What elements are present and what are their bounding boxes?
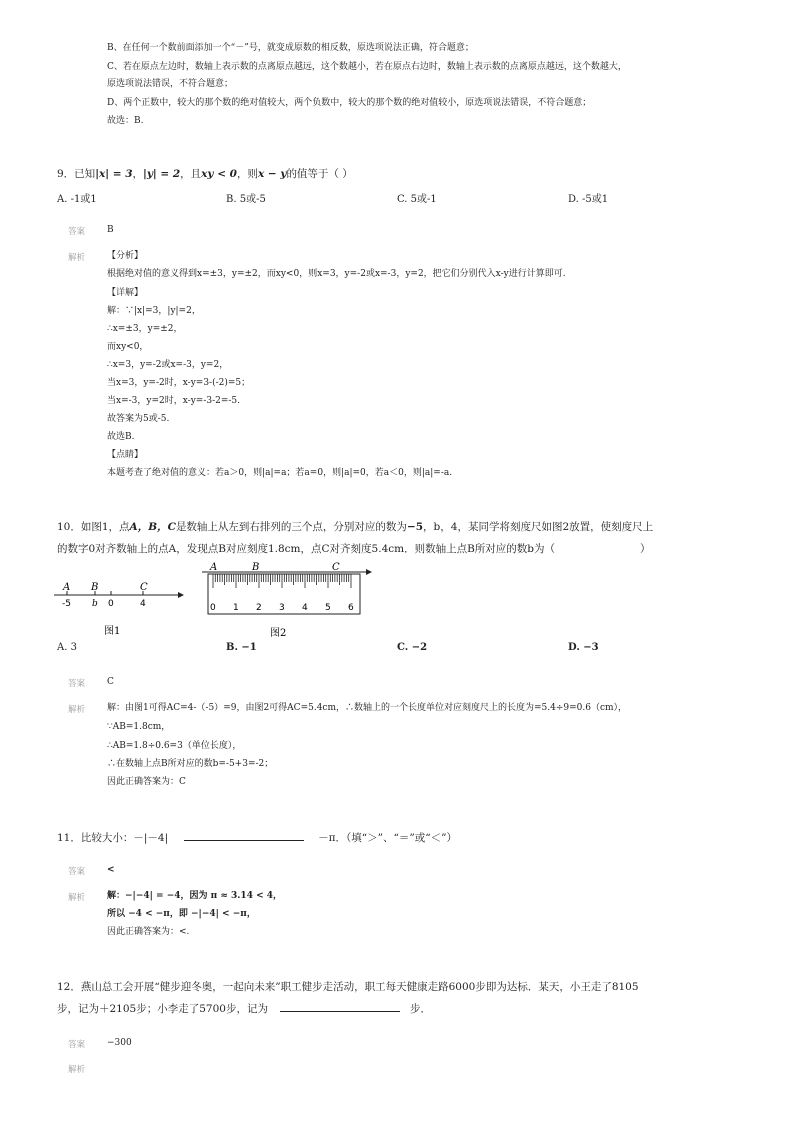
ruler-num-6: 6: [348, 603, 354, 613]
q9-sep: ，: [132, 168, 144, 180]
q10-analysis-1: ∵AB=1.8cm，: [107, 722, 171, 732]
q11-analysis-0: 解：−|−4| = −4，因为 π ≈ 3.14 < 4，: [107, 891, 283, 901]
q10-answer: C: [107, 677, 114, 687]
q12-stem-line-2: [57, 1001, 431, 1016]
q9-analysis-0: 【分析】: [107, 251, 144, 261]
q10-analysis-4: 因此正确答案为：C: [107, 777, 186, 787]
q10-stem-e: ）: [640, 543, 651, 555]
q9-option-c[interactable]: C. 5或-1: [397, 194, 437, 205]
q9-stem-pre: 9．已知: [57, 168, 96, 180]
fig1-value-origin: 0: [108, 599, 114, 609]
ruler-ticks: [213, 574, 351, 588]
q10-stem-a: 10．如图1，点: [57, 521, 130, 533]
q9-analysis-9: 故答案为5或-5.: [107, 414, 170, 424]
q9-answer-label: 答案: [68, 227, 86, 237]
q10-stem-b: 是数轴上从左到右排列的三个点，分别对应的数为: [175, 521, 407, 533]
q9-analysis-3: 解：∵|x|=3，|y|=2，: [107, 306, 201, 316]
q12-stem-a: 步，记为＋2105步；小李走了5700步，记为: [57, 1003, 268, 1015]
q10-points: A，B，C: [129, 521, 176, 533]
q10-option-d[interactable]: D. −3: [568, 642, 599, 653]
fig1-value-a: -5: [62, 599, 71, 609]
fig1-value-b: b: [92, 599, 98, 609]
q10-analysis-3: ∴在数轴上点B所对应的数b=-5+3=-2；: [107, 759, 274, 769]
q10-stem-line-1: [57, 520, 653, 534]
q11-stem-b: －π．（填“＞”、“＝”或“＜”）: [318, 832, 457, 844]
q10-answer-label: 答案: [68, 679, 86, 689]
prev-line-4: D、两个正数中，较大的那个数的绝对值较大，两个负数中，较大的那个数的绝对值较小，原选项说法错误，不符合题意；: [107, 98, 592, 108]
q12-analysis-label: 解析: [68, 1065, 86, 1075]
q10-option-a[interactable]: A. 3: [57, 642, 77, 653]
q9-analysis-5: 而xy<0，: [107, 342, 149, 352]
q10-neg5: −5: [406, 521, 424, 533]
q9-analysis-8: 当x=-3，y=2时，x-y=-3-2=-5.: [107, 396, 241, 406]
q10-analysis-0: 解：由图1可得AC=4-（-5）=9，由图2可得AC=5.4cm，∴数轴上的一个长度单位对应刻度尺上的长度为=5.4÷9=0.6（cm），: [107, 703, 628, 713]
q9-analysis-label: 解析: [68, 253, 86, 263]
q9-analysis-1: 根据绝对值的意义得到x=±3，y=±2，而xy<0，则x=3，y=-2或x=-3，y=2，把它们分别代入x-y进行计算即可.: [107, 269, 566, 279]
q12-stem-b: 步．: [409, 1003, 431, 1015]
q11-stem: [57, 830, 457, 845]
q10-option-b[interactable]: B. −1: [226, 642, 257, 653]
q11-answer: <: [107, 865, 115, 875]
fig1-letter-c: C: [140, 582, 148, 593]
q9-answer: B: [107, 225, 114, 235]
prev-line-5: 故选：B.: [107, 116, 144, 126]
q9-analysis-4: ∴x=±3，y=±2，: [107, 324, 183, 334]
ruler-num-0: 0: [210, 603, 216, 613]
q9-analysis-11: 【点睛】: [107, 450, 144, 460]
q9-stem: [57, 167, 353, 181]
q12-answer: −300: [107, 1038, 132, 1048]
q12-stem-line-1: 12．燕山总工会开展“健步迎冬奥，一起向未来”职工健步走活动，职工每天健康走路6000步即为达标．某天，小王走了8105: [57, 981, 639, 993]
q9-option-b[interactable]: B. 5或-5: [226, 194, 266, 205]
q10-option-c[interactable]: C. −2: [397, 642, 428, 653]
fig2-letter-a: A: [210, 562, 218, 573]
q10-figure-1: [50, 578, 190, 638]
fig1-letter-b: B: [91, 582, 99, 593]
q12-answer-label: 答案: [68, 1040, 86, 1050]
ruler-numbers: [210, 603, 354, 613]
q10-stem-c: ，b，4，某同学将刻度尺如图2放置，使刻度尺上: [423, 521, 654, 533]
q11-analysis-label: 解析: [68, 893, 86, 903]
q9-option-a[interactable]: A. -1或1: [57, 194, 97, 205]
ruler-num-3: 3: [279, 603, 285, 613]
prev-line-3: 原选项说法错误，不符合题意；: [107, 79, 234, 89]
q9-analysis-10: 故选B.: [107, 432, 135, 442]
q9-analysis-12: 本题考查了绝对值的意义：若a＞0，则|a|=a；若a=0，则|a|=0，若a＜0，则|a|=-a.: [107, 468, 453, 478]
q9-analysis-6: ∴x=3，y=-2或x=-3，y=2，: [107, 360, 229, 370]
fig2-letter-c: C: [332, 562, 340, 573]
q9-analysis-7: 当x=3，y=-2时，x-y=3-(-2)=5；: [107, 378, 251, 388]
q10-analysis-label: 解析: [68, 705, 86, 715]
ruler-num-2: 2: [256, 603, 262, 613]
q9-stem-post: 的值等于（ ）: [286, 168, 353, 180]
q10-analysis-2: ∴AB=1.8÷0.6=3（单位长度），: [107, 741, 242, 751]
q9-math-4: x − y: [257, 168, 287, 180]
fig1-caption: 图1: [104, 626, 121, 637]
fig1-value-c: 4: [140, 599, 146, 609]
q9-math-1: |x| = 3: [95, 168, 133, 180]
fig2-letter-b: B: [252, 562, 260, 573]
ruler-num-5: 5: [325, 603, 331, 613]
q9-analysis-2: 【详解】: [107, 288, 144, 298]
q11-blank[interactable]: [184, 830, 304, 841]
prev-line-2: C、若在原点左边时，数轴上表示数的点离原点越远，这个数越小，若在原点右边时，数轴上表示数的点离原点越远，这个数越大，: [107, 62, 627, 72]
q10-figure-2: [200, 560, 380, 640]
q10-stem-line-2: [57, 542, 651, 556]
q9-mid-2: ，则: [236, 168, 258, 180]
q11-analysis-2: 因此正确答案为：<.: [107, 927, 190, 937]
q9-math-2: |y| = 2: [143, 168, 181, 180]
q11-stem-a: 11．比较大小：－|－4|: [57, 832, 169, 844]
q9-option-d[interactable]: D. -5或1: [568, 194, 609, 205]
fig2-caption: 图2: [270, 628, 287, 639]
fig1-letter-a: A: [63, 582, 71, 593]
q9-math-3: xy < 0: [201, 168, 237, 180]
q11-analysis-1: 所以 −4 < −π，即 −|−4| < −π，: [107, 909, 256, 919]
ruler-num-4: 4: [302, 603, 308, 613]
prev-line-1: B、在任何一个数前面添加一个“－”号，就变成原数的相反数，原选项说法正确，符合题意；: [107, 43, 474, 53]
q12-blank[interactable]: [280, 1001, 400, 1012]
q11-answer-label: 答案: [68, 867, 86, 877]
q10-stem-d: 的数字0对齐数轴上的点A，发现点B对应刻度1.8cm，点C对齐刻度5.4cm．则数轴上点B所对应的数b为（: [57, 543, 556, 555]
ruler-num-1: 1: [233, 603, 239, 613]
q9-mid: ，且: [180, 168, 202, 180]
